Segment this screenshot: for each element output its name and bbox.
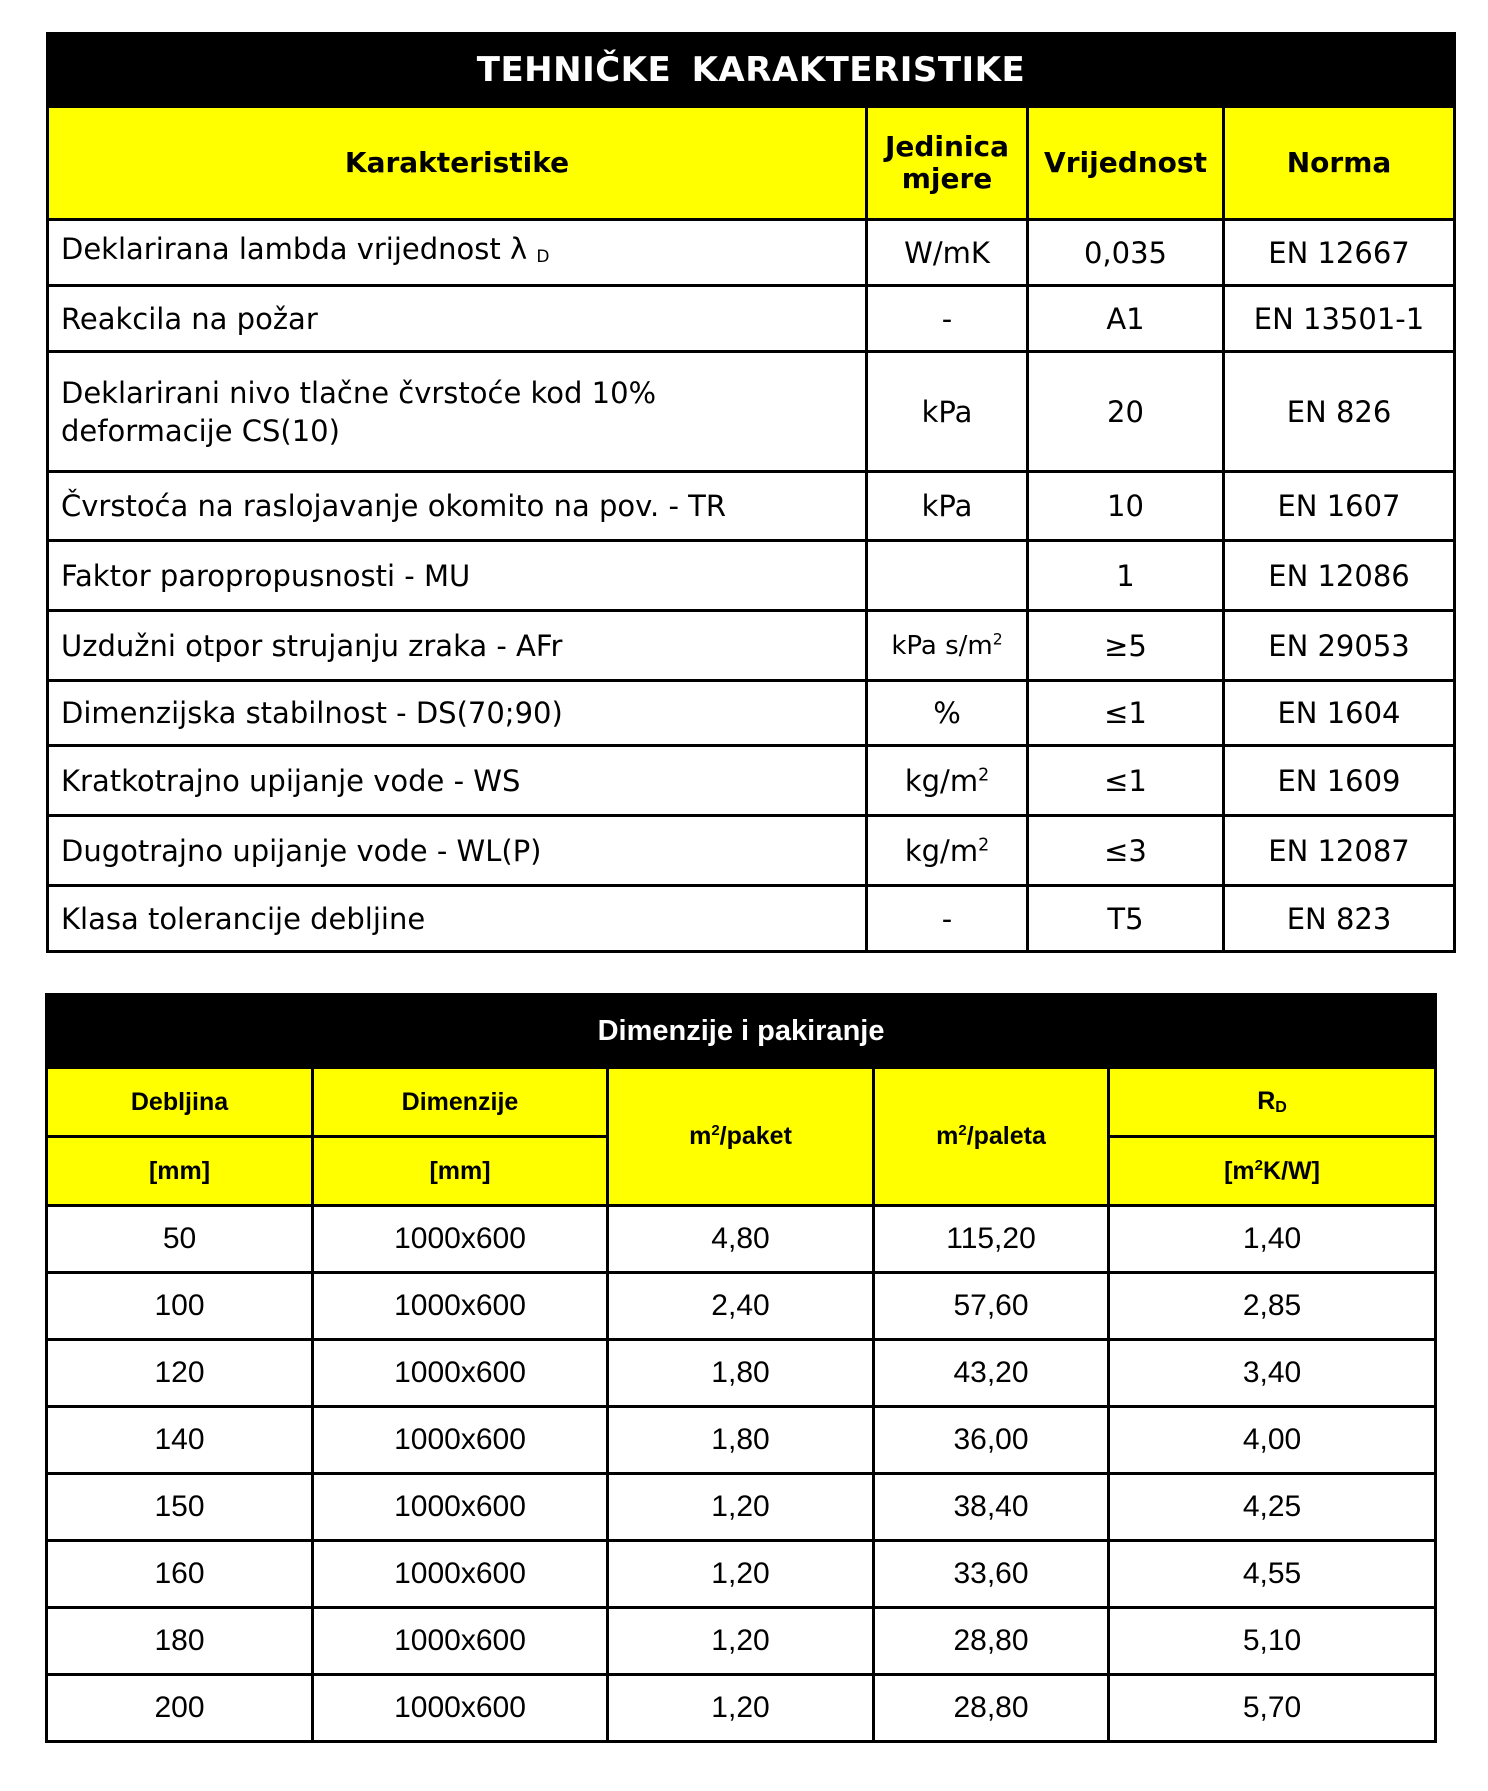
value-cell: ≤1: [1028, 746, 1224, 816]
standard-cell: EN 1609: [1224, 746, 1455, 816]
thickness-cell: 140: [47, 1407, 313, 1474]
table-row: [47, 1340, 1436, 1407]
dimensions-cell: 1000x600: [313, 1608, 608, 1675]
table-row: [47, 1541, 1436, 1608]
dimensions-cell: 1000x600: [313, 1340, 608, 1407]
table-row: [48, 746, 1455, 816]
rd-unit-sup: 2: [1254, 1156, 1264, 1174]
dimensions-packaging-table: [45, 993, 1437, 1743]
table-row: [48, 681, 1455, 746]
rd-unit-suffix: K/W]: [1263, 1156, 1320, 1185]
characteristic-text: Deklarirana lambda vrijednost λ: [61, 231, 528, 266]
value-cell: ≤1: [1028, 681, 1224, 746]
thickness-cell: 160: [47, 1541, 313, 1608]
thickness-cell: 200: [47, 1675, 313, 1742]
table-row: [48, 611, 1455, 681]
per-pallet-sup: 2: [958, 1122, 967, 1139]
per-pallet-prefix: m: [936, 1122, 959, 1150]
per-pallet-cell: 28,80: [874, 1675, 1109, 1742]
rd-cell: 3,40: [1109, 1340, 1436, 1407]
table-row: [47, 1273, 1436, 1340]
header-per-pack: [608, 1068, 874, 1206]
per-pack-cell: 1,20: [608, 1474, 874, 1541]
per-pallet-cell: 115,20: [874, 1206, 1109, 1273]
table-row: [48, 220, 1455, 286]
table-row: [48, 352, 1455, 472]
rd-unit-prefix: [m: [1224, 1156, 1255, 1185]
per-pack-sup: 2: [711, 1122, 720, 1139]
table-row: [47, 1206, 1436, 1273]
per-pack-cell: 4,80: [608, 1206, 874, 1273]
characteristic-cell: Reakcila na požar: [48, 286, 867, 352]
characteristic-subscript: D: [536, 246, 550, 267]
rd-sub: D: [1275, 1099, 1287, 1116]
per-pallet-cell: 36,00: [874, 1407, 1109, 1474]
unit-text: kg/m: [904, 763, 979, 798]
per-pack-cell: 1,20: [608, 1608, 874, 1675]
table-row: [47, 1474, 1436, 1541]
value-cell: 20: [1028, 352, 1224, 472]
table-row: [47, 1407, 1436, 1474]
per-pack-cell: 2,40: [608, 1273, 874, 1340]
characteristic-cell: [48, 220, 867, 286]
standard-cell: EN 13501-1: [1224, 286, 1455, 352]
unit-cell: kPa: [867, 472, 1028, 541]
header-standard: Norma: [1224, 107, 1455, 220]
characteristic-cell: Uzdužni otpor strujanju zraka - AFr: [48, 611, 867, 681]
header-thickness-unit: [mm]: [47, 1137, 313, 1206]
characteristic-cell: [48, 352, 867, 472]
thickness-cell: 120: [47, 1340, 313, 1407]
unit-cell: [867, 746, 1028, 816]
unit-cell: kPa: [867, 352, 1028, 472]
unit-cell: -: [867, 286, 1028, 352]
dimensions-cell: 1000x600: [313, 1675, 608, 1742]
dimensions-cell: 1000x600: [313, 1407, 608, 1474]
tech-table-title: TEHNIČKE KARAKTERISTIKE: [48, 34, 1455, 107]
rd-cell: 4,55: [1109, 1541, 1436, 1608]
per-pack-cell: 1,80: [608, 1340, 874, 1407]
header-unit-line2: mjere: [901, 162, 993, 195]
rd-cell: 4,00: [1109, 1407, 1436, 1474]
table-row: [47, 1608, 1436, 1675]
characteristic-cell: Dugotrajno upijanje vode - WL(P): [48, 816, 867, 886]
table-row: [48, 472, 1455, 541]
header-thickness: Debljina: [47, 1068, 313, 1137]
per-pack-cell: 1,20: [608, 1541, 874, 1608]
standard-cell: EN 12087: [1224, 816, 1455, 886]
thickness-cell: 50: [47, 1206, 313, 1273]
rd-cell: 5,70: [1109, 1675, 1436, 1742]
rd-cell: 4,25: [1109, 1474, 1436, 1541]
header-unit-line1: Jedinica: [884, 130, 1010, 163]
unit-cell: [867, 611, 1028, 681]
header-value: Vrijednost: [1028, 107, 1224, 220]
characteristic-cell: Kratkotrajno upijanje vode - WS: [48, 746, 867, 816]
per-pallet-cell: 43,20: [874, 1340, 1109, 1407]
value-cell: 0,035: [1028, 220, 1224, 286]
unit-superscript: 2: [978, 765, 990, 786]
per-pallet-cell: 28,80: [874, 1608, 1109, 1675]
unit-cell: %: [867, 681, 1028, 746]
value-cell: T5: [1028, 886, 1224, 952]
characteristic-cell: Dimenzijska stabilnost - DS(70;90): [48, 681, 867, 746]
rd-cell: 2,85: [1109, 1273, 1436, 1340]
table-row: [47, 1675, 1436, 1742]
per-pack-cell: 1,80: [608, 1407, 874, 1474]
per-pallet-cell: 33,60: [874, 1541, 1109, 1608]
per-pallet-suffix: /paleta: [966, 1122, 1046, 1150]
characteristic-text: Deklarirani nivo tlačne čvrstoće kod 10%: [61, 375, 657, 410]
characteristic-text-line2: deformacije CS(10): [61, 413, 340, 448]
characteristic-cell: Čvrstoća na raslojavanje okomito na pov. - TR: [48, 472, 867, 541]
unit-cell: [867, 541, 1028, 611]
per-pallet-cell: 38,40: [874, 1474, 1109, 1541]
technical-characteristics-table: [46, 32, 1456, 953]
standard-cell: EN 1607: [1224, 472, 1455, 541]
value-cell: 10: [1028, 472, 1224, 541]
table-row: [48, 541, 1455, 611]
dimensions-cell: 1000x600: [313, 1206, 608, 1273]
per-pack-cell: 1,20: [608, 1675, 874, 1742]
standard-cell: EN 29053: [1224, 611, 1455, 681]
thickness-cell: 180: [47, 1608, 313, 1675]
table-row: [48, 286, 1455, 352]
header-unit: [867, 107, 1028, 220]
rd-cell: 5,10: [1109, 1608, 1436, 1675]
header-characteristic: Karakteristike: [48, 107, 867, 220]
standard-cell: EN 12086: [1224, 541, 1455, 611]
standard-cell: EN 12667: [1224, 220, 1455, 286]
dims-table-title: Dimenzije i pakiranje: [47, 995, 1436, 1068]
unit-text: kg/m: [904, 833, 979, 868]
unit-cell: -: [867, 886, 1028, 952]
thickness-cell: 150: [47, 1474, 313, 1541]
value-cell: ≥5: [1028, 611, 1224, 681]
table-row: [48, 816, 1455, 886]
characteristic-cell: Klasa tolerancije debljine: [48, 886, 867, 952]
value-cell: 1: [1028, 541, 1224, 611]
standard-cell: EN 826: [1224, 352, 1455, 472]
table-row: [48, 886, 1455, 952]
unit-superscript: 2: [992, 630, 1003, 649]
unit-text: kPa s/m: [891, 630, 993, 661]
dimensions-cell: 1000x600: [313, 1273, 608, 1340]
header-per-pallet: [874, 1068, 1109, 1206]
unit-cell: W/mK: [867, 220, 1028, 286]
per-pallet-cell: 57,60: [874, 1273, 1109, 1340]
rd-main: R: [1257, 1087, 1276, 1115]
standard-cell: EN 823: [1224, 886, 1455, 952]
header-rd: [1109, 1068, 1436, 1137]
dimensions-cell: 1000x600: [313, 1474, 608, 1541]
rd-cell: 1,40: [1109, 1206, 1436, 1273]
value-cell: A1: [1028, 286, 1224, 352]
standard-cell: EN 1604: [1224, 681, 1455, 746]
header-dimensions: Dimenzije: [313, 1068, 608, 1137]
value-cell: ≤3: [1028, 816, 1224, 886]
unit-cell: [867, 816, 1028, 886]
header-rd-unit: [1109, 1137, 1436, 1206]
dimensions-cell: 1000x600: [313, 1541, 608, 1608]
header-dimensions-unit: [mm]: [313, 1137, 608, 1206]
characteristic-cell: Faktor paropropusnosti - MU: [48, 541, 867, 611]
per-pack-suffix: /paket: [719, 1122, 792, 1150]
thickness-cell: 100: [47, 1273, 313, 1340]
unit-superscript: 2: [978, 835, 990, 856]
per-pack-prefix: m: [689, 1122, 712, 1150]
